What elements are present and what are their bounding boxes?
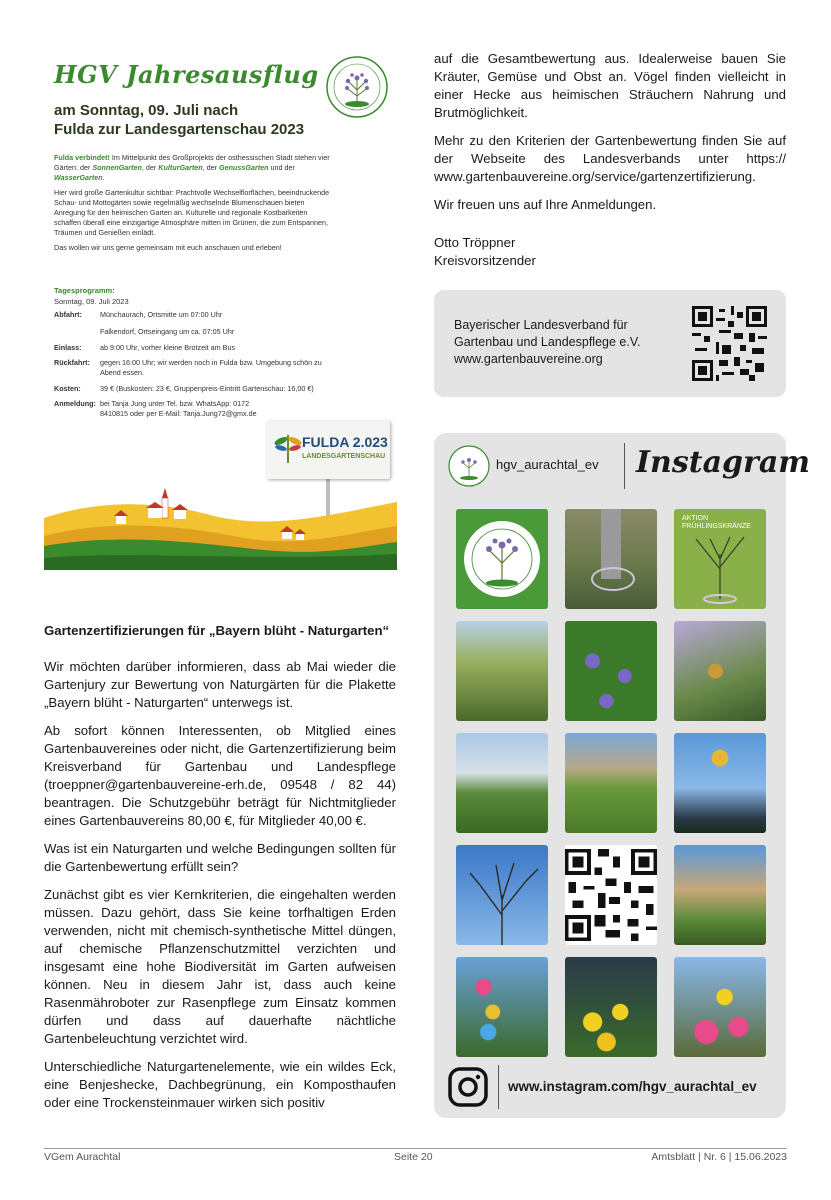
program-value: bei Tanja Jung unter Tel. bzw. WhatsApp: 0172 8410815 oder per E-Mail: Tanja.Jung72@gmx.de (100, 399, 257, 418)
naturgarten-article (44, 622, 396, 1122)
program-row (54, 327, 354, 337)
divider (498, 1065, 499, 1109)
aktion-label: AKTION FRÜHLINGSKRÄNZE (682, 515, 751, 530)
intro-genussgarten: GenussGarten (219, 163, 269, 172)
program-row (54, 310, 354, 320)
instagram-url[interactable]: www.instagram.com/hgv_aurachtal_ev (508, 1079, 757, 1094)
landesverband-box (434, 290, 786, 397)
post-flower-arrangement[interactable] (674, 957, 766, 1057)
footer-issue: Amtsblatt | Nr. 6 | 15.06.2023 (651, 1151, 787, 1163)
intro-sep: und der (268, 163, 295, 172)
club-logo-image (456, 509, 548, 609)
post-village-garden[interactable] (674, 845, 766, 945)
flyer-subtitle-1: am Sonntag, 09. Juli nach (54, 102, 239, 119)
footer-rule (44, 1148, 787, 1149)
program-row (54, 358, 354, 378)
intro-end: . (102, 173, 105, 182)
instagram-wordmark: Instagram (636, 445, 810, 480)
dragonfly-icon (273, 429, 303, 469)
intro-kulturgarten: KulturGarten (158, 163, 203, 172)
landesverband-line: Bayerischer Landesverband für (454, 318, 628, 332)
intro-paragraph-2: Hier wird große Gartenkultur sichtbar: Prachtvolle Wechselflorflächen, beeindruckende Schau- und Mottogärten sowie regelmäßig wechselnde Blumenschauen bieten Anregung für den heimischen Garten an. Kulturelle und regionale Kostbarkeiten schaffen überall eine einzigartige Atmosphäre mitten im Grünen, die zum Entspannen, Träumen und Genießen einlädt. (54, 188, 330, 237)
hgv-club-logo[interactable] (448, 445, 490, 487)
article-paragraph: Wir möchten darüber informieren, dass ab Mai wieder die Gartenjury zur Bewertung von Naturgärten für die Plakette „Bayern blüht - Naturgarten“ unterwegs ist. (44, 659, 396, 710)
program-value: 39 € (Buskosten: 23 €, Gruppenpreis-Eintritt Gartenschau: 16,00 €) (100, 384, 314, 393)
post-daffodil-sky[interactable] (674, 733, 766, 833)
instagram-card (434, 433, 810, 1118)
program-key: Rückfahrt: (54, 358, 90, 367)
intro-text-a: Im Mittelpunkt des Großprojekts der osthessischen Stadt stehen vier Gärten: der (54, 153, 330, 172)
post-easter-eggs[interactable] (456, 957, 548, 1057)
continuation-paragraph: Mehr zu den Kriterien der Gartenbewertung finden Sie auf der Webseite des Landesverbands unter https:// www.gartenbauvereine.org/service/gartenzertifizierung. (434, 133, 786, 184)
post-bee-on-flower[interactable] (674, 621, 766, 721)
article-paragraph: Unterschiedliche Naturgartenelemente, wie ein wildes Eck, eine Benjeshecke, Dachbegrünung, ein Komposthaufen oder eine Trockensteinmauer wirken sich positiv (44, 1059, 396, 1110)
post-rosemary[interactable] (456, 621, 548, 721)
program-key: Kosten: (54, 384, 81, 393)
program-value: Münchaurach, Ortsmitte um 07:00 Uhr (100, 310, 223, 319)
sign-title: FULDA 2.023 (302, 434, 388, 450)
landesverband-qr-code[interactable] (692, 306, 767, 381)
article-paragraph: Was ist ein Naturgarten und welche Bedingungen sollten für die Gartenbewertung erfüllt sein? (44, 841, 396, 874)
program-row (54, 399, 354, 419)
hgv-club-logo (326, 56, 388, 118)
sign-subtitle: LANDESGARTENSCHAU (302, 453, 386, 460)
footer-publisher: VGem Aurachtal (44, 1151, 121, 1163)
intro-sep: , der (141, 163, 159, 172)
landscape-illustration (44, 488, 397, 570)
intro-sonnengarten: SonnenGarten (92, 163, 142, 172)
post-aktion-fruehlingskraenze[interactable] (674, 509, 766, 609)
landesgartenschau-sign (267, 421, 390, 479)
wire-ring-shape (591, 567, 635, 591)
signature-name: Otto Tröppner (434, 235, 516, 250)
footer-page-number: Seite 20 (394, 1151, 433, 1163)
post-club-logo[interactable] (456, 509, 548, 609)
post-qr-code[interactable] (565, 845, 657, 945)
post-violets[interactable] (565, 621, 657, 721)
program-key: Anmeldung: (54, 399, 96, 408)
signature (434, 234, 536, 270)
landesverband-url[interactable]: www.gartenbauvereine.org (454, 352, 603, 366)
divider (624, 443, 625, 489)
landesverband-line: Gartenbau und Landespflege e.V. (454, 335, 641, 349)
signature-role: Kreisvorsitzender (434, 253, 536, 268)
landesverband-text (454, 317, 641, 368)
program-row (54, 384, 354, 394)
article-paragraph: Ab sofort können Interessenten, ob Mitglied eines Gartenbauvereines oder nicht, die Gartenzertifizierung beim Kreisverband für Gartenbau und Landespflege (troeppner@gartenbauvereine-erh.de, 09548 / 82 44) beantragen. Die Schutzgebühr beträgt für Nichtmitglieder eines Gartenbauvereins 80,00 €, für Mitglieder 40,00 €. (44, 723, 396, 828)
post-daisies-village[interactable] (565, 733, 657, 833)
post-meadow-church[interactable] (456, 733, 548, 833)
article-paragraph: Zunächst gibt es vier Kernkriterien, die eingehalten werden müssen. Dazu gehört, dass Sie keine torfhaltigen Erden verwenden, nicht mit chemisch-synthetische Mittel düngen, auf chemische Pflanzenschutzmittel verzichten und insgesamt eine hohe Biodiversität im Garten aufweisen können. Neu in diesem Jahr ist, dass auch keine Rasenmähroboter zur Rasenpflege zum Einsatz kommen dürfen und dass auf dauerhafte nächtliche Gartenbeleuchtung verzichtet wird. (44, 887, 396, 1046)
intro-sep: , der (202, 163, 219, 172)
program-key: Einlass: (54, 343, 82, 352)
program-row (54, 343, 354, 353)
excursion-flyer (44, 48, 397, 570)
article-continuation (434, 50, 786, 224)
program-heading: Tagesprogramm: (54, 286, 115, 295)
bare-tree-shape (456, 845, 548, 945)
intro-lead: Fulda verbindet! (54, 153, 110, 162)
intro-wassergarten: WasserGarten (54, 173, 103, 182)
post-daffodils-eggs[interactable] (565, 957, 657, 1057)
flyer-intro (54, 153, 336, 258)
program-value: gegen 16:00 Uhr; wir werden noch in Fulda bzw. Umgebung schön zu Abend essen. (100, 358, 322, 377)
instagram-icon[interactable] (447, 1066, 489, 1108)
post-tree-trunk[interactable] (565, 509, 657, 609)
continuation-paragraph: Wir freuen uns auf Ihre Anmeldungen. (434, 197, 657, 212)
continuation-paragraph: auf die Gesamtbewertung aus. Idealerweise bauen Sie Kräuter, Gemüse und Obst an. Vögel finden vielleicht in einer Hecke aus heimischen Sträuchern Nahrung und Brutmöglichkeit. (434, 51, 786, 120)
program-date: Sonntag, 09. Juli 2023 (54, 297, 129, 306)
instagram-qr-code (565, 845, 657, 945)
program-value: ab 9:00 Uhr, vorher kleine Brotzeit am Bus (100, 343, 236, 352)
instagram-handle[interactable]: hgv_aurachtal_ev (496, 457, 599, 472)
program-key: Abfahrt: (54, 310, 82, 319)
intro-paragraph-3: Das wollen wir uns gerne gemeinsam mit euch anschauen und erleben! (54, 243, 282, 252)
article-heading: Gartenzertifizierungen für „Bayern blüht - Naturgarten“ (44, 623, 390, 638)
flyer-title: HGV Jahresausflug (54, 60, 319, 89)
program-value: Falkendorf, Ortseingang um ca. 07:05 Uhr (100, 327, 235, 336)
flyer-subtitle-2: Fulda zur Landesgartenschau 2023 (54, 121, 305, 138)
post-bare-tree[interactable] (456, 845, 548, 945)
